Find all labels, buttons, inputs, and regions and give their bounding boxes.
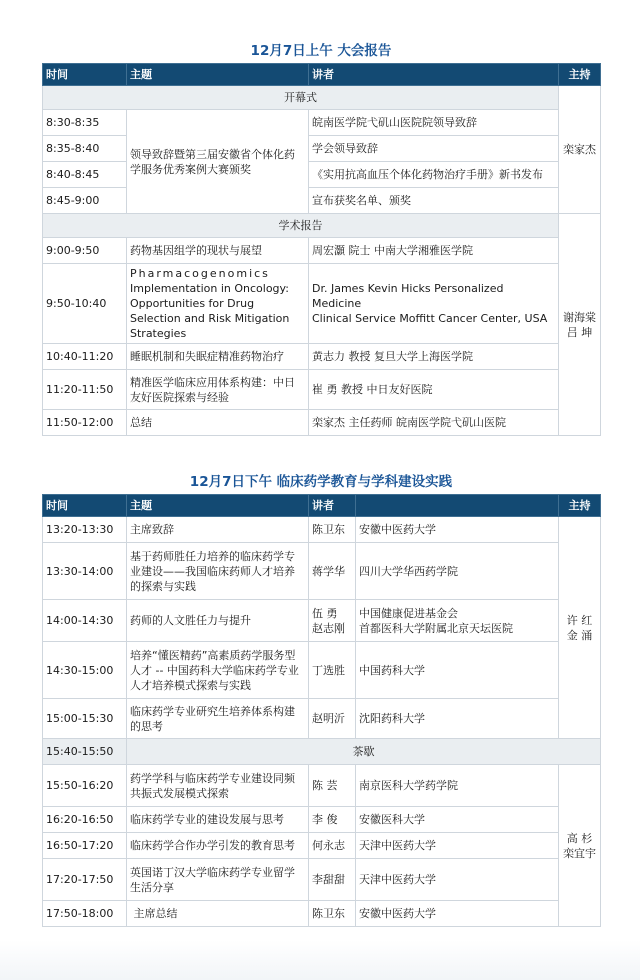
org-cell: 安徽中医药大学 [356, 517, 559, 543]
time-cell: 15:00-15:30 [43, 699, 127, 739]
table-row [43, 517, 601, 543]
table-row [43, 642, 601, 699]
time-cell: 14:00-14:30 [43, 600, 127, 642]
table-row [43, 543, 601, 600]
speaker-line: Clinical Service Moffitt Cancer Center, USA [312, 312, 548, 325]
org-cell: 中国药科大学 [356, 642, 559, 699]
speaker-cell: 陈卫东 [309, 517, 356, 543]
topic-line: Pharmacogenomics [130, 267, 270, 280]
table-row [43, 110, 601, 136]
break-row [43, 739, 601, 765]
header-time: 时间 [43, 495, 127, 517]
time-cell: 11:50-12:00 [43, 410, 127, 436]
host-name: 吕 坤 [566, 325, 593, 339]
table-row [43, 410, 601, 436]
time-cell: 15:50-16:20 [43, 765, 127, 807]
topic-cell: 药师的人文胜任力与提升 [127, 600, 309, 642]
table-header-row [43, 64, 601, 86]
speaker-cell [309, 600, 356, 642]
time-cell: 13:20-13:30 [43, 517, 127, 543]
speaker-cell: 皖南医学院弋矶山医院院领导致辞 [309, 110, 559, 136]
table-row [43, 238, 601, 264]
bottom-fade [0, 940, 640, 980]
host-block-b [559, 765, 601, 927]
time-cell: 9:00-9:50 [43, 238, 127, 264]
org-cell: 南京医科大学药学院 [356, 765, 559, 807]
header-org [356, 495, 559, 517]
table-row [43, 901, 601, 927]
topic-line: Implementation in Oncology: Opportunities for Drug Selection and Risk Mitigation Strategies [130, 282, 290, 340]
topic-cell: 培养“懂医精药”高素质药学服务型人才 -- 中国药科大学临床药学专业人才培养模式探索与实践 [127, 642, 309, 699]
time-cell: 8:45-9:00 [43, 188, 127, 214]
header-host: 主持 [559, 495, 601, 517]
org-cell: 安徽中医药大学 [356, 901, 559, 927]
topic-cell: 精准医学临床应用体系构建：中日友好医院探索与经验 [127, 370, 309, 410]
speaker-cell: 崔 勇 教授 中日友好医院 [309, 370, 559, 410]
morning-schedule-table [42, 63, 601, 436]
topic-cell: 临床药学专业的建设发展与思考 [127, 807, 309, 833]
speaker-cell: 何永志 [309, 833, 356, 859]
topic-cell: 主席致辞 [127, 517, 309, 543]
host-academic [559, 214, 601, 436]
header-host: 主持 [559, 64, 601, 86]
table-row [43, 264, 601, 344]
topic-cell: 主席总结 [127, 901, 309, 927]
speaker-name: 伍 勇 [312, 606, 338, 620]
time-cell: 9:50-10:40 [43, 264, 127, 344]
header-speaker: 讲者 [309, 64, 559, 86]
band-break: 茶歇 [127, 739, 601, 765]
speaker-cell: 蒋学华 [309, 543, 356, 600]
topic-cell: 英国诺丁汉大学临床药学专业留学生活分享 [127, 859, 309, 901]
speaker-cell: 《实用抗高血压个体化药物治疗手册》新书发布 [309, 162, 559, 188]
speaker-cell: 学会领导致辞 [309, 136, 559, 162]
topic-cell: 睡眠机制和失眠症精准药物治疗 [127, 344, 309, 370]
org-name: 首都医科大学附属北京天坛医院 [359, 621, 513, 635]
speaker-cell: 陈 芸 [309, 765, 356, 807]
table-row [43, 859, 601, 901]
time-cell: 15:40-15:50 [43, 739, 127, 765]
speaker-cell: 黄志力 教授 复旦大学上海医学院 [309, 344, 559, 370]
afternoon-section-title: 12月7日下午 临床药学教育与学科建设实践 [189, 474, 453, 490]
topic-cell [127, 264, 309, 344]
host-name: 高 杉 [566, 831, 593, 845]
afternoon-schedule-table [42, 494, 601, 927]
host-block-a [559, 517, 601, 739]
speaker-line: Dr. James Kevin Hicks Personalized Medicine [312, 282, 504, 310]
time-cell: 17:50-18:00 [43, 901, 127, 927]
topic-cell: 领导致辞暨第三届安徽省个体化药学服务优秀案例大赛颁奖 [127, 110, 309, 214]
time-cell: 8:30-8:35 [43, 110, 127, 136]
table-row [43, 807, 601, 833]
speaker-name: 赵志刚 [312, 621, 345, 635]
org-cell: 天津中医药大学 [356, 833, 559, 859]
table-row [43, 765, 601, 807]
table-row [43, 833, 601, 859]
speaker-cell: 赵明沂 [309, 699, 356, 739]
time-cell: 8:35-8:40 [43, 136, 127, 162]
org-cell: 天津中医药大学 [356, 859, 559, 901]
org-name: 中国健康促进基金会 [359, 606, 458, 620]
host-opening: 栾家杰 [559, 86, 601, 214]
time-cell: 13:30-14:00 [43, 543, 127, 600]
time-cell: 11:20-11:50 [43, 370, 127, 410]
table-row [43, 699, 601, 739]
topic-cell: 药学学科与临床药学专业建设同频共振式发展模式探索 [127, 765, 309, 807]
band-academic: 学术报告 [43, 214, 559, 238]
org-cell [356, 600, 559, 642]
time-cell: 16:20-16:50 [43, 807, 127, 833]
table-row [43, 344, 601, 370]
speaker-cell: 李甜甜 [309, 859, 356, 901]
time-cell: 10:40-11:20 [43, 344, 127, 370]
speaker-cell: 陈卫东 [309, 901, 356, 927]
host-name: 许 红 [566, 613, 593, 627]
speaker-cell: 李 俊 [309, 807, 356, 833]
time-cell: 16:50-17:20 [43, 833, 127, 859]
time-cell: 14:30-15:00 [43, 642, 127, 699]
time-cell: 17:20-17:50 [43, 859, 127, 901]
table-row [43, 188, 601, 214]
org-cell: 安徽医科大学 [356, 807, 559, 833]
speaker-cell: 周宏灝 院士 中南大学湘雅医学院 [309, 238, 559, 264]
band-opening: 开幕式 [43, 86, 559, 110]
topic-cell: 临床药学专业研究生培养体系构建的思考 [127, 699, 309, 739]
topic-cell: 基于药师胜任力培养的临床药学专业建设——我国临床药师人才培养的探索与实践 [127, 543, 309, 600]
host-name: 栾宜宇 [563, 846, 596, 860]
speaker-cell: 宣布获奖名单、颁奖 [309, 188, 559, 214]
header-topic: 主题 [127, 495, 309, 517]
host-name: 谢海棠 [563, 310, 596, 324]
table-header-row [43, 495, 601, 517]
org-cell: 沈阳药科大学 [356, 699, 559, 739]
header-topic: 主题 [127, 64, 309, 86]
time-cell: 8:40-8:45 [43, 162, 127, 188]
table-row [43, 370, 601, 410]
topic-cell: 临床药学合作办学引发的教育思考 [127, 833, 309, 859]
org-cell: 四川大学华西药学院 [356, 543, 559, 600]
speaker-cell: 栾家杰 主任药师 皖南医学院弋矶山医院 [309, 410, 559, 436]
topic-cell: 总结 [127, 410, 309, 436]
table-row [43, 600, 601, 642]
header-time: 时间 [43, 64, 127, 86]
table-row [43, 162, 601, 188]
speaker-cell [309, 264, 559, 344]
topic-cell: 药物基因组学的现状与展望 [127, 238, 309, 264]
morning-section-title: 12月7日上午 大会报告 [250, 43, 392, 59]
header-speaker: 讲者 [309, 495, 356, 517]
speaker-cell: 丁选胜 [309, 642, 356, 699]
host-name: 金 涌 [566, 628, 593, 642]
table-row [43, 136, 601, 162]
